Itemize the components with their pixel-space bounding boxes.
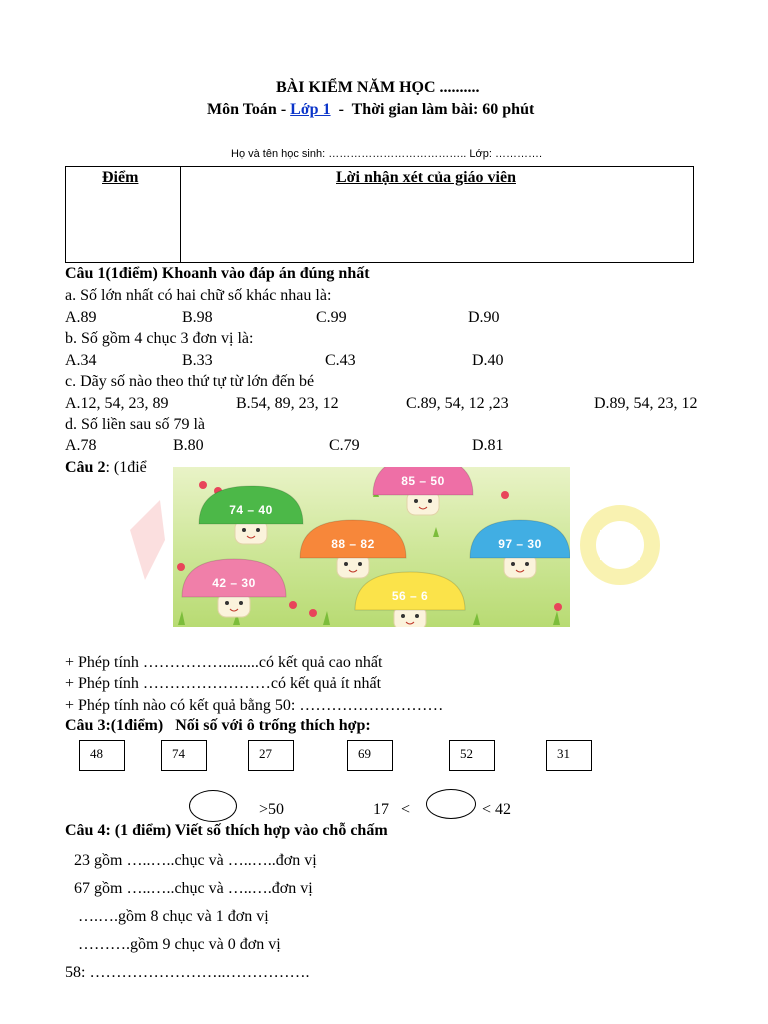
q2-title-rest: : (1điể (105, 459, 147, 476)
q3-title: Câu 3:(1điểm) Nối số với ô trống thích hợp: (65, 717, 371, 734)
number-box-27[interactable]: 27 (248, 740, 294, 771)
q1c-option-b[interactable]: B.54, 89, 23, 12 (236, 395, 339, 412)
condition-greater-50: >50 (259, 801, 285, 818)
q1c-option-d[interactable]: D.89, 54, 23, 12 (594, 395, 698, 412)
number-box-69[interactable]: 69 (347, 740, 393, 771)
score-column-header: Điểm (102, 169, 139, 186)
subject-line (207, 101, 534, 119)
q1d-question: d. Số liền sau số 79 là (65, 416, 205, 433)
number-box-48[interactable]: 48 (79, 740, 125, 771)
condition-17-less: 17 < (373, 801, 411, 818)
q1b-option-c[interactable]: C.43 (325, 352, 356, 369)
q4-title: Câu 4: (1 điểm) Viết số thích hợp vào chỗ chấm (65, 822, 388, 839)
student-info-line: Họ và tên học sinh: ……………………………….. Lớp: …………. (231, 148, 543, 160)
q1-title: Câu 1(1điểm) Khoanh vào đáp án đúng nhất (65, 265, 370, 282)
q1d-option-d[interactable]: D.81 (472, 437, 504, 454)
test-title: BÀI KIỂM NĂM HỌC .......... (276, 79, 480, 96)
mushroom-expression-4: 97 – 30 (498, 537, 542, 551)
table-divider (180, 167, 181, 262)
q2-line-equals-50: + Phép tính nào có kết quả bằng 50: ……………………… (65, 697, 444, 714)
mushroom-picture (173, 467, 570, 627)
answer-oval-between-17-42[interactable] (426, 789, 476, 819)
q1c-option-a[interactable]: A.12, 54, 23, 89 (65, 395, 169, 412)
number-box-74[interactable]: 74 (161, 740, 207, 771)
q1d-option-c[interactable]: C.79 (329, 437, 360, 454)
q4-line-58: 58: ……………………..……………. (65, 964, 310, 981)
q1a-option-c[interactable]: C.99 (316, 309, 347, 326)
number-box-31[interactable]: 31 (546, 740, 592, 771)
q1b-question: b. Số gồm 4 chục 3 đơn vị là: (65, 330, 254, 347)
answer-oval-greater-50[interactable] (189, 790, 237, 822)
score-table (65, 166, 694, 263)
q1b-option-a[interactable]: A.34 (65, 352, 97, 369)
q1b-option-b[interactable]: B.33 (182, 352, 213, 369)
q1c-question: c. Dãy số nào theo thứ tự từ lớn đến bé (65, 373, 315, 390)
q2-line-lowest: + Phép tính ……………………có kết quả ít nhất (65, 675, 382, 692)
q1a-option-a[interactable]: A.89 (65, 309, 97, 326)
q4-line-67: 67 gồm …..…..chục và …..….đơn vị (74, 880, 313, 897)
q1a-question: a. Số lớn nhất có hai chữ số khác nhau là: (65, 287, 332, 304)
q2-line-highest: + Phép tính …………….........có kết quả cao nhất (65, 654, 383, 671)
mushroom-expression-1: 85 – 50 (401, 474, 445, 488)
q1a-option-b[interactable]: B.98 (182, 309, 213, 326)
subject-prefix: Môn Toán - (207, 101, 291, 118)
q1d-option-a[interactable]: A.78 (65, 437, 97, 454)
condition-less-42: < 42 (482, 801, 512, 818)
q4-line-23: 23 gồm …..…..chục và …..…..đơn vị (74, 852, 317, 869)
q1b-option-d[interactable]: D.40 (472, 352, 504, 369)
mushroom-expression-6: 56 – 6 (391, 589, 429, 603)
q4-line-9-chuc: ……….gồm 9 chục và 0 đơn vị (78, 936, 281, 953)
mushroom-expression-2: 74 – 40 (229, 503, 273, 517)
subject-suffix: - Thời gian làm bài: 60 phút (330, 101, 535, 118)
grade-link[interactable]: Lớp 1 (290, 101, 331, 118)
teacher-comment-header: Lời nhận xét của giáo viên (336, 169, 516, 186)
mushroom-expression-5: 42 – 30 (212, 576, 256, 590)
q1d-option-b[interactable]: B.80 (173, 437, 204, 454)
q4-line-8-chuc: ….….gồm 8 chục và 1 đơn vị (78, 908, 269, 925)
q2-title-bold: Câu 2 (65, 459, 106, 476)
q1a-option-d[interactable]: D.90 (468, 309, 500, 326)
mushroom-expression-3: 88 – 82 (331, 537, 375, 551)
number-box-52[interactable]: 52 (449, 740, 495, 771)
q1c-option-c[interactable]: C.89, 54, 12 ,23 (406, 395, 509, 412)
